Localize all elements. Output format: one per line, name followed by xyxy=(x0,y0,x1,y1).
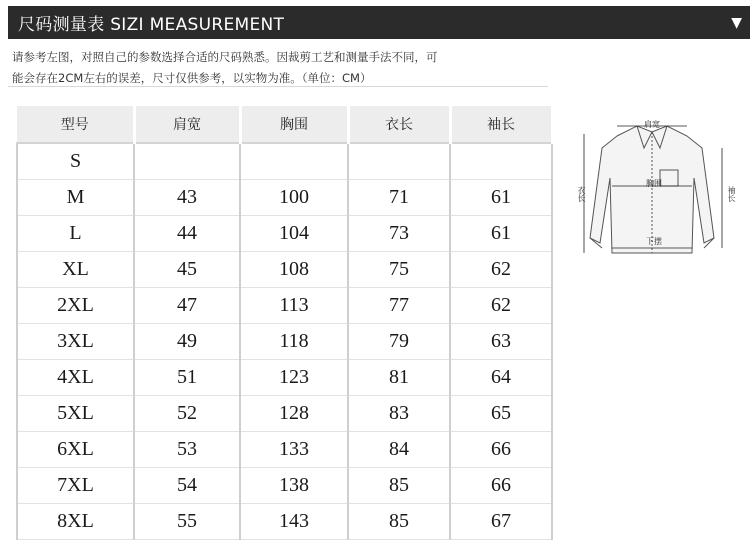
cell-chest: 108 xyxy=(240,252,348,288)
note-line-1: 请参考左图，对照自己的参数选择合适的尺码熟悉。因裁剪工艺和测量手法不同，可 xyxy=(12,50,438,64)
table-row xyxy=(17,504,552,540)
cell-size: XL xyxy=(17,252,134,288)
triangle-down-icon[interactable]: ▼ xyxy=(731,15,742,31)
cell-sleeve: 65 xyxy=(450,396,552,432)
cell-sleeve: 62 xyxy=(450,288,552,324)
cell-chest: 143 xyxy=(240,504,348,540)
cell-shoulder: 55 xyxy=(134,504,240,540)
cell-length: 75 xyxy=(348,252,450,288)
cell-shoulder: 49 xyxy=(134,324,240,360)
cell-sleeve: 66 xyxy=(450,432,552,468)
cell-shoulder: 51 xyxy=(134,360,240,396)
diagram-label-hem: 下摆 xyxy=(646,237,662,246)
cell-sleeve: 61 xyxy=(450,216,552,252)
size-table xyxy=(16,106,554,540)
table-row xyxy=(17,252,552,288)
cell-sleeve: 61 xyxy=(450,180,552,216)
cell-size: 4XL xyxy=(17,360,134,396)
diagram-label-shoulder: 肩宽 xyxy=(644,120,660,129)
table-row xyxy=(17,288,552,324)
cell-length: 85 xyxy=(348,504,450,540)
table-row xyxy=(17,143,552,180)
cell-shoulder: 47 xyxy=(134,288,240,324)
cell-chest xyxy=(240,143,348,180)
header-size: 型号 xyxy=(17,106,134,143)
cell-size: S xyxy=(17,143,134,180)
header-shoulder: 肩宽 xyxy=(134,106,240,143)
table-row xyxy=(17,360,552,396)
table-row xyxy=(17,396,552,432)
diagram-label-chest: 胸围 xyxy=(646,179,662,188)
page-header xyxy=(8,6,750,39)
cell-length: 73 xyxy=(348,216,450,252)
page-title: 尺码测量表 SIZI MEASUREMENT xyxy=(18,15,285,35)
cell-sleeve: 63 xyxy=(450,324,552,360)
cell-length: 84 xyxy=(348,432,450,468)
cell-chest: 104 xyxy=(240,216,348,252)
cell-size: 5XL xyxy=(17,396,134,432)
cell-length: 83 xyxy=(348,396,450,432)
cell-chest: 123 xyxy=(240,360,348,396)
shirt-diagram xyxy=(572,108,742,273)
cell-length: 71 xyxy=(348,180,450,216)
cell-size: 6XL xyxy=(17,432,134,468)
cell-shoulder: 53 xyxy=(134,432,240,468)
cell-size: M xyxy=(17,180,134,216)
cell-size: 3XL xyxy=(17,324,134,360)
cell-chest: 133 xyxy=(240,432,348,468)
table-row xyxy=(17,180,552,216)
header-length: 衣长 xyxy=(348,106,450,143)
cell-size: 8XL xyxy=(17,504,134,540)
cell-chest: 128 xyxy=(240,396,348,432)
table-header-row xyxy=(17,106,552,143)
cell-length: 81 xyxy=(348,360,450,396)
cell-shoulder: 43 xyxy=(134,180,240,216)
cell-chest: 138 xyxy=(240,468,348,504)
cell-chest: 113 xyxy=(240,288,348,324)
cell-shoulder xyxy=(134,143,240,180)
table-row xyxy=(17,432,552,468)
table-row xyxy=(17,468,552,504)
shirt-outline-icon xyxy=(572,108,742,273)
cell-shoulder: 54 xyxy=(134,468,240,504)
cell-size: 2XL xyxy=(17,288,134,324)
cell-chest: 100 xyxy=(240,180,348,216)
cell-sleeve: 66 xyxy=(450,468,552,504)
cell-sleeve xyxy=(450,143,552,180)
cell-sleeve: 62 xyxy=(450,252,552,288)
cell-shoulder: 45 xyxy=(134,252,240,288)
note-divider xyxy=(8,86,548,87)
cell-sleeve: 64 xyxy=(450,360,552,396)
cell-length: 79 xyxy=(348,324,450,360)
cell-shoulder: 52 xyxy=(134,396,240,432)
table-row xyxy=(17,324,552,360)
cell-size: L xyxy=(17,216,134,252)
diagram-label-length: 衣长 xyxy=(577,186,586,202)
cell-length: 77 xyxy=(348,288,450,324)
cell-sleeve: 67 xyxy=(450,504,552,540)
header-sleeve: 袖长 xyxy=(450,106,552,143)
cell-size: 7XL xyxy=(17,468,134,504)
cell-shoulder: 44 xyxy=(134,216,240,252)
header-chest: 胸围 xyxy=(240,106,348,143)
cell-chest: 118 xyxy=(240,324,348,360)
table-row xyxy=(17,216,552,252)
cell-length xyxy=(348,143,450,180)
size-note xyxy=(12,47,544,89)
diagram-label-sleeve: 袖长 xyxy=(727,186,736,202)
note-line-2: 能会存在2CM左右的误差，尺寸仅供参考，以实物为准。（单位：CM） xyxy=(12,71,372,85)
cell-length: 85 xyxy=(348,468,450,504)
